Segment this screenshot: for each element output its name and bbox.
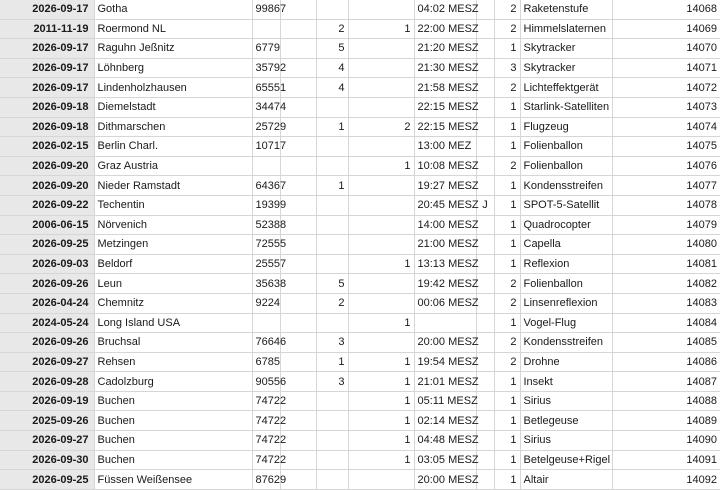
cell-postal-code[interactable]: 74722 — [252, 411, 280, 431]
cell-time[interactable] — [414, 313, 476, 333]
cell-object[interactable]: Capella — [520, 235, 612, 255]
cell-id[interactable]: 14070 — [612, 39, 720, 59]
cell-postal-code[interactable]: 74722 — [252, 391, 280, 411]
cell-id[interactable]: 14078 — [612, 195, 720, 215]
cell-value-b[interactable] — [348, 215, 414, 235]
cell-postal-code[interactable]: 72555 — [252, 235, 280, 255]
cell-value-a[interactable]: 1 — [316, 117, 348, 137]
cell-object[interactable]: Folienballon — [520, 274, 612, 294]
cell-count[interactable]: 2 — [494, 19, 520, 39]
cell-time[interactable]: 00:06 MESZ — [414, 293, 476, 313]
cell-object[interactable]: Drohne — [520, 352, 612, 372]
cell-object[interactable]: Betlegeuse — [520, 411, 612, 431]
cell-time[interactable]: 21:20 MESZ — [414, 39, 476, 59]
table-row — [0, 274, 720, 294]
table-row — [0, 235, 720, 255]
cell-date[interactable]: 2026-09-20 — [0, 176, 94, 196]
cell-empty[interactable] — [280, 39, 316, 59]
table-row — [0, 215, 720, 235]
cell-value-b[interactable]: 1 — [348, 411, 414, 431]
cell-id[interactable]: 14074 — [612, 117, 720, 137]
cell-id[interactable]: 14072 — [612, 78, 720, 98]
cell-place[interactable]: Leun — [94, 274, 252, 294]
cell-object[interactable]: Quadrocopter — [520, 215, 612, 235]
cell-time[interactable]: 13:00 MEZ — [414, 137, 476, 157]
cell-postal-code[interactable]: 99867 — [252, 0, 280, 19]
cell-count[interactable]: 1 — [494, 195, 520, 215]
cell-date[interactable]: 2026-09-20 — [0, 156, 94, 176]
cell-count[interactable]: 1 — [494, 117, 520, 137]
table-row — [0, 97, 720, 117]
cell-count[interactable]: 1 — [494, 176, 520, 196]
table-row — [0, 19, 720, 39]
cell-count[interactable]: 3 — [494, 58, 520, 78]
cell-id[interactable]: 14086 — [612, 352, 720, 372]
cell-postal-code[interactable]: 35792 — [252, 58, 280, 78]
cell-count[interactable]: 1 — [494, 254, 520, 274]
cell-place[interactable]: Raguhn Jeßnitz — [94, 39, 252, 59]
cell-value-a[interactable] — [316, 97, 348, 117]
cell-count[interactable]: 1 — [494, 313, 520, 333]
cell-date[interactable]: 2026-09-25 — [0, 235, 94, 255]
cell-time[interactable]: 04:48 MESZ — [414, 431, 476, 451]
cell-object[interactable]: Sirius — [520, 431, 612, 451]
cell-value-b[interactable] — [348, 470, 414, 490]
cell-id[interactable]: 14073 — [612, 97, 720, 117]
cell-place[interactable]: Nörvenich — [94, 215, 252, 235]
cell-place[interactable]: Diemelstadt — [94, 97, 252, 117]
cell-place[interactable]: Long Island USA — [94, 313, 252, 333]
cell-date[interactable]: 2026-09-26 — [0, 274, 94, 294]
cell-date[interactable]: 2026-09-17 — [0, 78, 94, 98]
cell-value-b[interactable] — [348, 274, 414, 294]
cell-object[interactable]: Linsenreflexion — [520, 293, 612, 313]
cell-place[interactable]: Buchen — [94, 411, 252, 431]
cell-postal-code[interactable]: 87629 — [252, 470, 280, 490]
cell-value-b[interactable] — [348, 78, 414, 98]
cell-count[interactable]: 1 — [494, 372, 520, 392]
cell-id[interactable]: 14068 — [612, 0, 720, 19]
table-row — [0, 293, 720, 313]
cell-time[interactable]: 03:05 MESZ — [414, 450, 476, 470]
cell-place[interactable]: Buchen — [94, 450, 252, 470]
cell-object[interactable]: Reflexion — [520, 254, 612, 274]
cell-value-b[interactable]: 1 — [348, 254, 414, 274]
cell-flag[interactable] — [476, 391, 494, 411]
cell-id[interactable]: 14090 — [612, 431, 720, 451]
cell-time[interactable]: 20:00 MESZ — [414, 470, 476, 490]
cell-count[interactable]: 1 — [494, 97, 520, 117]
table-row — [0, 254, 720, 274]
cell-count[interactable]: 1 — [494, 431, 520, 451]
cell-time[interactable]: 13:13 MESZ — [414, 254, 476, 274]
table-row — [0, 176, 720, 196]
cell-place[interactable]: Cadolzburg — [94, 372, 252, 392]
cell-object[interactable]: Altair — [520, 470, 612, 490]
cell-place[interactable]: Roermond NL — [94, 19, 252, 39]
cell-object[interactable]: Kondensstreifen — [520, 176, 612, 196]
cell-value-a[interactable]: 1 — [316, 176, 348, 196]
cell-value-b[interactable]: 1 — [348, 431, 414, 451]
cell-place[interactable]: Rehsen — [94, 352, 252, 372]
cell-value-a[interactable] — [316, 313, 348, 333]
cell-date[interactable]: 2026-09-27 — [0, 352, 94, 372]
cell-value-b[interactable] — [348, 39, 414, 59]
cell-value-a[interactable] — [316, 156, 348, 176]
cell-value-a[interactable] — [316, 195, 348, 215]
cell-id[interactable]: 14071 — [612, 58, 720, 78]
table-row — [0, 117, 720, 137]
cell-id[interactable]: 14091 — [612, 450, 720, 470]
cell-value-b[interactable] — [348, 293, 414, 313]
cell-value-b[interactable]: 1 — [348, 372, 414, 392]
cell-value-b[interactable]: 1 — [348, 19, 414, 39]
cell-value-b[interactable] — [348, 137, 414, 157]
cell-date[interactable]: 2026-09-26 — [0, 333, 94, 353]
cell-place[interactable]: Graz Austria — [94, 156, 252, 176]
cell-value-a[interactable] — [316, 431, 348, 451]
cell-value-a[interactable]: 1 — [316, 352, 348, 372]
cell-date[interactable]: 2026-02-15 — [0, 137, 94, 157]
cell-time[interactable]: 20:00 MESZ — [414, 333, 476, 353]
cell-time[interactable]: 02:14 MESZ — [414, 411, 476, 431]
cell-place[interactable]: Techentin — [94, 195, 252, 215]
cell-date[interactable]: 2026-09-18 — [0, 117, 94, 137]
cell-count[interactable]: 2 — [494, 0, 520, 19]
cell-date[interactable]: 2026-09-17 — [0, 58, 94, 78]
cell-postal-code[interactable]: 35638 — [252, 274, 280, 294]
cell-postal-code[interactable]: 64367 — [252, 176, 280, 196]
cell-place[interactable]: Berlin Charl. — [94, 137, 252, 157]
cell-time[interactable]: 19:42 MESZ — [414, 274, 476, 294]
cell-id[interactable]: 14082 — [612, 274, 720, 294]
table-row — [0, 137, 720, 157]
cell-place[interactable]: Metzingen — [94, 235, 252, 255]
cell-object[interactable]: Skytracker — [520, 58, 612, 78]
cell-id[interactable]: 14089 — [612, 411, 720, 431]
cell-postal-code[interactable]: 76646 — [252, 333, 280, 353]
cell-value-a[interactable]: 3 — [316, 333, 348, 353]
cell-count[interactable]: 1 — [494, 215, 520, 235]
cell-value-b[interactable]: 1 — [348, 391, 414, 411]
table-row — [0, 450, 720, 470]
cell-date[interactable]: 2026-09-18 — [0, 97, 94, 117]
table-row — [0, 391, 720, 411]
cell-time[interactable]: 22:15 MESZ — [414, 117, 476, 137]
cell-postal-code[interactable]: 74722 — [252, 431, 280, 451]
cell-time[interactable]: 21:58 MESZ — [414, 78, 476, 98]
cell-time[interactable]: 19:27 MESZ — [414, 176, 476, 196]
cell-value-b[interactable] — [348, 97, 414, 117]
table-row — [0, 470, 720, 490]
cell-count[interactable]: 1 — [494, 391, 520, 411]
cell-postal-code[interactable]: 6779 — [252, 39, 280, 59]
table-row — [0, 313, 720, 333]
cell-time[interactable]: 21:01 MESZ — [414, 372, 476, 392]
cell-place[interactable]: Füssen Weißensee — [94, 470, 252, 490]
cell-place[interactable]: Bruchsal — [94, 333, 252, 353]
cell-place[interactable]: Beldorf — [94, 254, 252, 274]
cell-value-b[interactable]: 1 — [348, 313, 414, 333]
cell-count[interactable]: 2 — [494, 78, 520, 98]
cell-value-b[interactable]: 1 — [348, 450, 414, 470]
cell-count[interactable]: 2 — [494, 352, 520, 372]
cell-place[interactable]: Gotha — [94, 0, 252, 19]
cell-object[interactable]: Betelgeuse+Rigel — [520, 450, 612, 470]
cell-value-b[interactable] — [348, 0, 414, 19]
cell-value-a[interactable] — [316, 470, 348, 490]
cell-date[interactable]: 2026-09-25 — [0, 470, 94, 490]
cell-value-a[interactable]: 5 — [316, 39, 348, 59]
cell-time[interactable]: 14:00 MESZ — [414, 215, 476, 235]
cell-object[interactable]: Folienballon — [520, 156, 612, 176]
cell-count[interactable]: 1 — [494, 39, 520, 59]
cell-place[interactable]: Buchen — [94, 391, 252, 411]
cell-count[interactable]: 1 — [494, 411, 520, 431]
cell-postal-code[interactable]: 74722 — [252, 450, 280, 470]
cell-place[interactable]: Buchen — [94, 431, 252, 451]
table-row — [0, 372, 720, 392]
cell-postal-code[interactable]: 9224 — [252, 293, 280, 313]
cell-flag[interactable] — [476, 313, 494, 333]
cell-value-b[interactable] — [348, 195, 414, 215]
cell-count[interactable]: 1 — [494, 235, 520, 255]
cell-time[interactable]: 20:45 MESZ — [414, 195, 476, 215]
table-row — [0, 78, 720, 98]
cell-date[interactable]: 2026-09-17 — [0, 0, 94, 19]
cell-empty[interactable] — [280, 293, 316, 313]
cell-count[interactable]: 2 — [494, 156, 520, 176]
cell-empty[interactable] — [280, 313, 316, 333]
cell-postal-code[interactable] — [252, 156, 280, 176]
cell-place[interactable]: Löhnberg — [94, 58, 252, 78]
cell-value-a[interactable] — [316, 450, 348, 470]
cell-postal-code[interactable]: 10717 — [252, 137, 280, 157]
cell-empty[interactable] — [280, 19, 316, 39]
cell-value-a[interactable] — [316, 391, 348, 411]
cell-id[interactable]: 14077 — [612, 176, 720, 196]
cell-postal-code[interactable]: 19399 — [252, 195, 280, 215]
cell-object[interactable]: Starlink-Satelliten — [520, 97, 612, 117]
cell-date[interactable]: 2026-09-27 — [0, 431, 94, 451]
cell-object[interactable]: Sirius — [520, 391, 612, 411]
cell-date[interactable]: 2026-09-22 — [0, 195, 94, 215]
cell-date[interactable]: 2011-11-19 — [0, 19, 94, 39]
cell-postal-code[interactable]: 34474 — [252, 97, 280, 117]
cell-value-a[interactable]: 4 — [316, 58, 348, 78]
cell-id[interactable]: 14092 — [612, 470, 720, 490]
cell-time[interactable]: 05:11 MESZ — [414, 391, 476, 411]
cell-value-b[interactable]: 1 — [348, 156, 414, 176]
cell-place[interactable]: Dithmarschen — [94, 117, 252, 137]
cell-object[interactable]: Folienballon — [520, 137, 612, 157]
cell-id[interactable]: 14085 — [612, 333, 720, 353]
cell-id[interactable]: 14079 — [612, 215, 720, 235]
cell-time[interactable]: 22:15 MESZ — [414, 97, 476, 117]
cell-date[interactable]: 2026-09-19 — [0, 391, 94, 411]
cell-object[interactable]: Raketenstufe — [520, 0, 612, 19]
cell-count[interactable]: 1 — [494, 137, 520, 157]
cell-count[interactable]: 2 — [494, 333, 520, 353]
cell-id[interactable]: 14087 — [612, 372, 720, 392]
cell-object[interactable]: Flugzeug — [520, 117, 612, 137]
cell-place[interactable]: Lindenholzhausen — [94, 78, 252, 98]
cell-value-a[interactable] — [316, 0, 348, 19]
cell-object[interactable]: Vogel-Flug — [520, 313, 612, 333]
cell-postal-code[interactable]: 52388 — [252, 215, 280, 235]
cell-id[interactable]: 14076 — [612, 156, 720, 176]
table-row — [0, 333, 720, 353]
cell-object[interactable]: SPOT-5-Satellit — [520, 195, 612, 215]
cell-postal-code[interactable]: 65551 — [252, 78, 280, 98]
cell-id[interactable]: 14083 — [612, 293, 720, 313]
cell-value-a[interactable] — [316, 254, 348, 274]
cell-postal-code[interactable]: 6785 — [252, 352, 280, 372]
cell-time[interactable]: 19:54 MESZ — [414, 352, 476, 372]
cell-value-a[interactable] — [316, 215, 348, 235]
cell-id[interactable]: 14080 — [612, 235, 720, 255]
cell-date[interactable]: 2026-09-30 — [0, 450, 94, 470]
cell-value-b[interactable]: 2 — [348, 117, 414, 137]
cell-id[interactable]: 14088 — [612, 391, 720, 411]
cell-time[interactable]: 04:02 MESZ — [414, 0, 476, 19]
cell-time[interactable]: 22:00 MESZ — [414, 19, 476, 39]
cell-date[interactable]: 2024-05-24 — [0, 313, 94, 333]
cell-date[interactable]: 2025-09-26 — [0, 411, 94, 431]
table-row — [0, 352, 720, 372]
table-row — [0, 156, 720, 176]
cell-count[interactable]: 1 — [494, 450, 520, 470]
cell-object[interactable]: Insekt — [520, 372, 612, 392]
cell-date[interactable]: 2026-09-03 — [0, 254, 94, 274]
cell-value-a[interactable]: 2 — [316, 293, 348, 313]
cell-postal-code[interactable]: 25557 — [252, 254, 280, 274]
table-row — [0, 431, 720, 451]
cell-value-a[interactable] — [316, 235, 348, 255]
cell-value-b[interactable] — [348, 176, 414, 196]
cell-flag[interactable] — [476, 137, 494, 157]
cell-empty[interactable] — [280, 156, 316, 176]
table-row — [0, 39, 720, 59]
cell-date[interactable]: 2026-09-28 — [0, 372, 94, 392]
cell-object[interactable]: Kondensstreifen — [520, 333, 612, 353]
cell-count[interactable]: 2 — [494, 274, 520, 294]
cell-time[interactable]: 21:30 MESZ — [414, 58, 476, 78]
cell-date[interactable]: 2026-09-17 — [0, 39, 94, 59]
table-row — [0, 0, 720, 19]
cell-postal-code[interactable] — [252, 19, 280, 39]
cell-value-a[interactable] — [316, 137, 348, 157]
cell-value-a[interactable]: 5 — [316, 274, 348, 294]
cell-object[interactable]: Lichteffektgerät — [520, 78, 612, 98]
cell-postal-code[interactable] — [252, 313, 280, 333]
cell-flag[interactable]: J — [476, 195, 494, 215]
cell-value-a[interactable]: 2 — [316, 19, 348, 39]
cell-id[interactable]: 14075 — [612, 137, 720, 157]
cell-id[interactable]: 14069 — [612, 19, 720, 39]
cell-id[interactable]: 14081 — [612, 254, 720, 274]
cell-value-b[interactable] — [348, 58, 414, 78]
cell-count[interactable]: 1 — [494, 470, 520, 490]
cell-value-b[interactable]: 1 — [348, 352, 414, 372]
cell-value-a[interactable]: 3 — [316, 372, 348, 392]
cell-value-b[interactable] — [348, 333, 414, 353]
table-row — [0, 58, 720, 78]
cell-object[interactable]: Skytracker — [520, 39, 612, 59]
cell-postal-code[interactable]: 90556 — [252, 372, 280, 392]
cell-postal-code[interactable]: 25729 — [252, 117, 280, 137]
cell-date[interactable]: 2006-06-15 — [0, 215, 94, 235]
cell-object[interactable]: Himmelslaternen — [520, 19, 612, 39]
table-row — [0, 195, 720, 215]
cell-count[interactable]: 2 — [494, 293, 520, 313]
cell-date[interactable]: 2026-04-24 — [0, 293, 94, 313]
cell-value-a[interactable]: 4 — [316, 78, 348, 98]
cell-place[interactable]: Chemnitz — [94, 293, 252, 313]
cell-value-b[interactable] — [348, 235, 414, 255]
cell-place[interactable]: Nieder Ramstadt — [94, 176, 252, 196]
table-row — [0, 411, 720, 431]
cell-time[interactable]: 21:00 MESZ — [414, 235, 476, 255]
cell-value-a[interactable] — [316, 411, 348, 431]
cell-empty[interactable] — [280, 352, 316, 372]
cell-time[interactable]: 10:08 MESZ — [414, 156, 476, 176]
cell-id[interactable]: 14084 — [612, 313, 720, 333]
